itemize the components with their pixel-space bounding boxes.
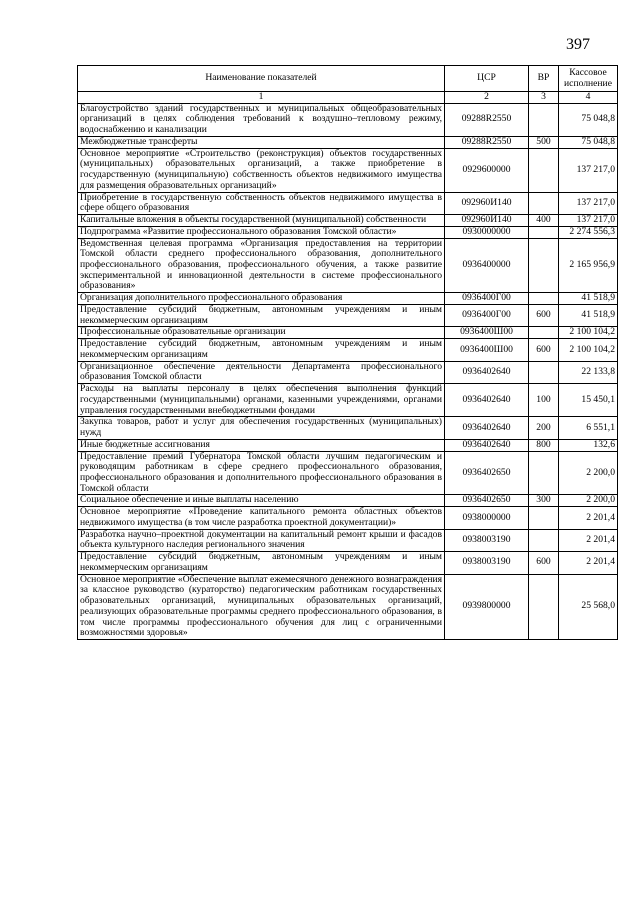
row-sum: 75 048,8 (559, 136, 618, 148)
row-csr: 0936402640 (445, 439, 529, 451)
row-name: Предоставление субсидий бюджетным, автономным учреждениям и иным некоммерческим организациям (78, 339, 445, 361)
row-vr: 600 (529, 304, 559, 326)
row-vr: 200 (529, 417, 559, 439)
row-sum: 41 518,9 (559, 304, 618, 326)
row-vr: 800 (529, 439, 559, 451)
table-row (78, 507, 618, 529)
row-csr: 0936402640 (445, 384, 529, 417)
row-csr: 0936402640 (445, 417, 529, 439)
row-sum: 2 165 956,9 (559, 238, 618, 293)
row-vr (529, 327, 559, 339)
row-vr: 600 (529, 552, 559, 574)
row-vr (529, 148, 559, 192)
row-sum: 25 568,0 (559, 574, 618, 639)
row-sum: 137 217,0 (559, 148, 618, 192)
row-name: Межбюджетные трансферты (78, 136, 445, 148)
table-row (78, 103, 618, 136)
row-csr: 0936402640 (445, 361, 529, 383)
row-sum: 2 201,4 (559, 529, 618, 551)
row-vr (529, 293, 559, 305)
row-csr: 0929600000 (445, 148, 529, 192)
row-csr: 0936402650 (445, 451, 529, 495)
row-name: Иные бюджетные ассигнования (78, 439, 445, 451)
row-name: Предоставление субсидий бюджетным, автономным учреждениям и иным некоммерческим организациям (78, 304, 445, 326)
row-csr: 0936402650 (445, 495, 529, 507)
index-row (78, 92, 618, 104)
row-csr: 09288R2550 (445, 103, 529, 136)
row-csr: 0938000000 (445, 507, 529, 529)
index-cell: 1 (78, 92, 445, 104)
row-name: Социальное обеспечение и иные выплаты населению (78, 495, 445, 507)
row-name: Основное мероприятие «Обеспечение выплат ежемесячного денежного вознаграждения за классное руководство (кураторство) педагогическим работникам государственных образовательных организаций, муниципальных образовательных организаций, реализующих образовательные программы среднего профессионального образования, в том числе программы профессионального обучения для лиц с ограниченными возможностями здоровья» (78, 574, 445, 639)
row-csr: 0938003190 (445, 552, 529, 574)
row-name: Разработка научно–проектной документации на капитальный ремонт крыши и фасадов объекта культурного наследия регионального значения (78, 529, 445, 551)
row-csr: 0936400000 (445, 238, 529, 293)
row-vr (529, 574, 559, 639)
header-row (78, 66, 618, 92)
header-sum: Кассовое исполнение (559, 66, 618, 92)
row-csr: 0938003190 (445, 529, 529, 551)
row-vr (529, 507, 559, 529)
row-sum: 2 100 104,2 (559, 339, 618, 361)
row-csr: 0936400Ш00 (445, 327, 529, 339)
table-row (78, 293, 618, 305)
row-csr: 0930000000 (445, 226, 529, 238)
table-row (78, 417, 618, 439)
row-csr: 092960И140 (445, 192, 529, 214)
table-row (78, 215, 618, 227)
row-sum: 75 048,8 (559, 103, 618, 136)
table-row (78, 529, 618, 551)
row-vr: 400 (529, 215, 559, 227)
header-csr: ЦСР (445, 66, 529, 92)
row-name: Профессиональные образовательные организации (78, 327, 445, 339)
row-csr: 0936400Г00 (445, 293, 529, 305)
row-name: Предоставление субсидий бюджетным, автономным учреждениям и иным некоммерческим организациям (78, 552, 445, 574)
table-row (78, 574, 618, 639)
row-name: Организационное обеспечение деятельности Департамента профессионального образования Томской области (78, 361, 445, 383)
header-name: Наименование показателей (78, 66, 445, 92)
row-csr: 0936400Ш00 (445, 339, 529, 361)
row-vr: 300 (529, 495, 559, 507)
row-name: Капитальные вложения в объекты государственной (муниципальной) собственности (78, 215, 445, 227)
row-vr (529, 529, 559, 551)
row-sum: 137 217,0 (559, 215, 618, 227)
row-name: Приобретение в государственную собственность объектов недвижимого имущества в сфере общего образования (78, 192, 445, 214)
row-sum: 137 217,0 (559, 192, 618, 214)
table-row (78, 451, 618, 495)
row-name: Подпрограмма «Развитие профессионального образования Томской области» (78, 226, 445, 238)
row-name: Предоставление премий Губернатора Томской области лучшим педагогическим и руководящим работникам в сфере среднего профессионального образования, профессионального образования и дополнительного профессионального образования в Томской области (78, 451, 445, 495)
table-row (78, 226, 618, 238)
row-csr: 0936400Г00 (445, 304, 529, 326)
table-row (78, 327, 618, 339)
row-vr (529, 451, 559, 495)
table-row (78, 384, 618, 417)
row-sum: 22 133,8 (559, 361, 618, 383)
index-cell: 4 (559, 92, 618, 104)
table-row (78, 136, 618, 148)
table-row (78, 495, 618, 507)
row-sum: 15 450,1 (559, 384, 618, 417)
row-csr: 092960И140 (445, 215, 529, 227)
row-sum: 2 200,0 (559, 495, 618, 507)
row-sum: 2 200,0 (559, 451, 618, 495)
table-row (78, 192, 618, 214)
row-csr: 0939800000 (445, 574, 529, 639)
row-sum: 41 518,9 (559, 293, 618, 305)
index-cell: 2 (445, 92, 529, 104)
row-vr (529, 226, 559, 238)
table-row (78, 148, 618, 192)
row-sum: 2 201,4 (559, 507, 618, 529)
row-name: Основное мероприятие «Проведение капитального ремонта областных объектов недвижимого имущества (в том числе разработка проектной документации)» (78, 507, 445, 529)
row-name: Ведомственная целевая программа «Организация предоставления на территории Томской области среднего профессионального образования, дополнительного профессионального образования, профессионального обучения, а также развитие экспериментальной и инновационной деятельности в системе профессионального образования» (78, 238, 445, 293)
row-vr (529, 192, 559, 214)
header-vr: ВР (529, 66, 559, 92)
row-vr (529, 238, 559, 293)
row-vr: 600 (529, 339, 559, 361)
table-row (78, 238, 618, 293)
row-vr: 500 (529, 136, 559, 148)
index-cell: 3 (529, 92, 559, 104)
row-vr (529, 361, 559, 383)
table-row (78, 552, 618, 574)
row-name: Закупка товаров, работ и услуг для обеспечения государственных (муниципальных) нужд (78, 417, 445, 439)
table-row (78, 361, 618, 383)
table-row (78, 304, 618, 326)
page-number: 397 (566, 36, 590, 53)
row-sum: 2 100 104,2 (559, 327, 618, 339)
row-sum: 6 551,1 (559, 417, 618, 439)
row-vr (529, 103, 559, 136)
row-csr: 09288R2550 (445, 136, 529, 148)
row-name: Основное мероприятие «Строительство (реконструкция) объектов государственных (муниципальных) образовательных организаций, а также приобретение в государственную (муниципальную) собственность объектов недвижимого имущества для размещения образовательных организаций» (78, 148, 445, 192)
row-name: Организация дополнительного профессионального образования (78, 293, 445, 305)
budget-table (77, 65, 618, 640)
row-name: Расходы на выплаты персоналу в целях обеспечения выполнения функций государственными (муниципальными) органами, казенными учреждениями, органами управления государственными внебюджетными фондами (78, 384, 445, 417)
row-sum: 2 201,4 (559, 552, 618, 574)
row-sum: 132,6 (559, 439, 618, 451)
row-sum: 2 274 556,3 (559, 226, 618, 238)
table-row (78, 439, 618, 451)
table-row (78, 339, 618, 361)
row-name: Благоустройство зданий государственных и муниципальных общеобразовательных организаций в целях соблюдения требований к воздушно–тепловому режиму, водоснабжению и канализации (78, 103, 445, 136)
row-vr: 100 (529, 384, 559, 417)
